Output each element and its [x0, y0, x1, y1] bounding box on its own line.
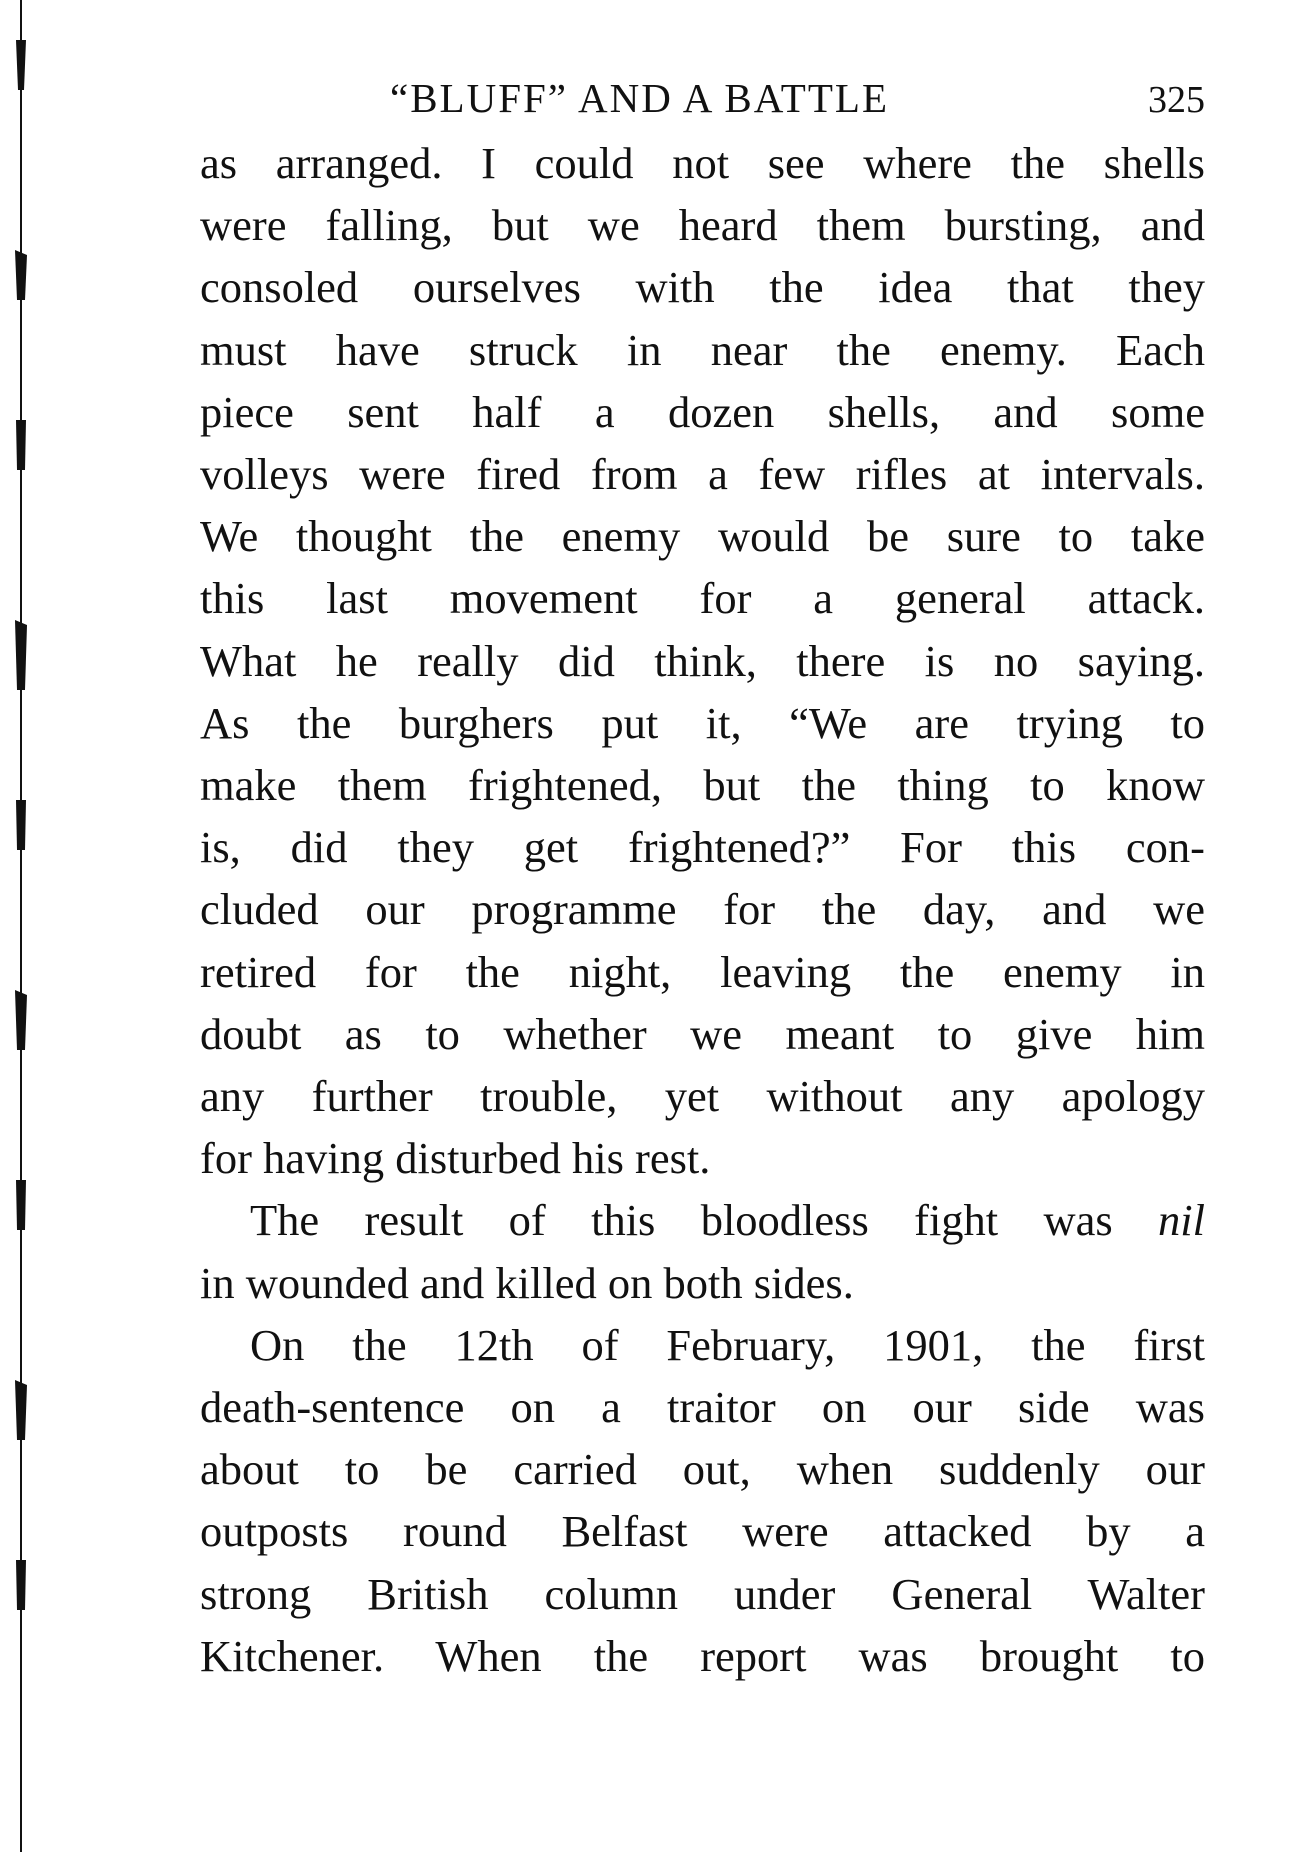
text-line: consoled ourselves with the idea that they [200, 262, 1205, 313]
text-line: strong British column under General Walter [200, 1568, 1205, 1619]
text-line: is, did they get frightened?” For this con- [200, 822, 1205, 873]
text-line: for having disturbed his rest. [200, 1133, 711, 1184]
text-line: Kitchener. When the report was brought to [200, 1630, 1205, 1681]
text-line: make them frightened, but the thing to know [200, 760, 1205, 811]
text-line: retired for the night, leaving the enemy in [200, 946, 1205, 997]
running-title: “BLUFF” AND A BATTLE [390, 75, 889, 121]
page-number: 325 [1148, 79, 1205, 121]
text-line: piece sent half a dozen shells, and some [200, 386, 1205, 437]
text-line-start: The result of this bloodless fight was [250, 1195, 1113, 1246]
text-line: We thought the enemy would be sure to take [200, 511, 1205, 562]
text-line: were falling, but we heard them bursting, and [200, 200, 1205, 251]
text-line: must have struck in near the enemy. Each [200, 324, 1205, 375]
text-line: death-sentence on a traitor on our side was [200, 1382, 1205, 1433]
body-text [200, 132, 1205, 1687]
text-line: cluded our programme for the day, and we [200, 884, 1205, 935]
text-line: volleys were fired from a few rifles at intervals. [200, 449, 1205, 500]
text-line: What he really did think, there is no saying. [200, 635, 1205, 686]
binding-edge [14, 0, 28, 1852]
running-header [200, 70, 1205, 132]
text-line: in wounded and killed on both sides. [200, 1257, 854, 1308]
text-line: this last movement for a general attack. [200, 573, 1205, 624]
text-line: doubt as to whether we meant to give him [200, 1008, 1205, 1059]
text-line: any further trouble, yet without any apology [200, 1071, 1205, 1122]
text-line-with-italic [200, 1189, 1205, 1251]
italic-word: nil [1158, 1195, 1205, 1246]
book-page [200, 70, 1205, 1687]
text-line: outposts round Belfast were attacked by a [200, 1506, 1205, 1557]
text-line: about to be carried out, when suddenly our [200, 1444, 1205, 1495]
text-line: As the burghers put it, “We are trying to [200, 697, 1205, 748]
text-line: as arranged. I could not see where the shells [200, 138, 1205, 188]
text-line: On the 12th of February, 1901, the first [250, 1319, 1205, 1370]
